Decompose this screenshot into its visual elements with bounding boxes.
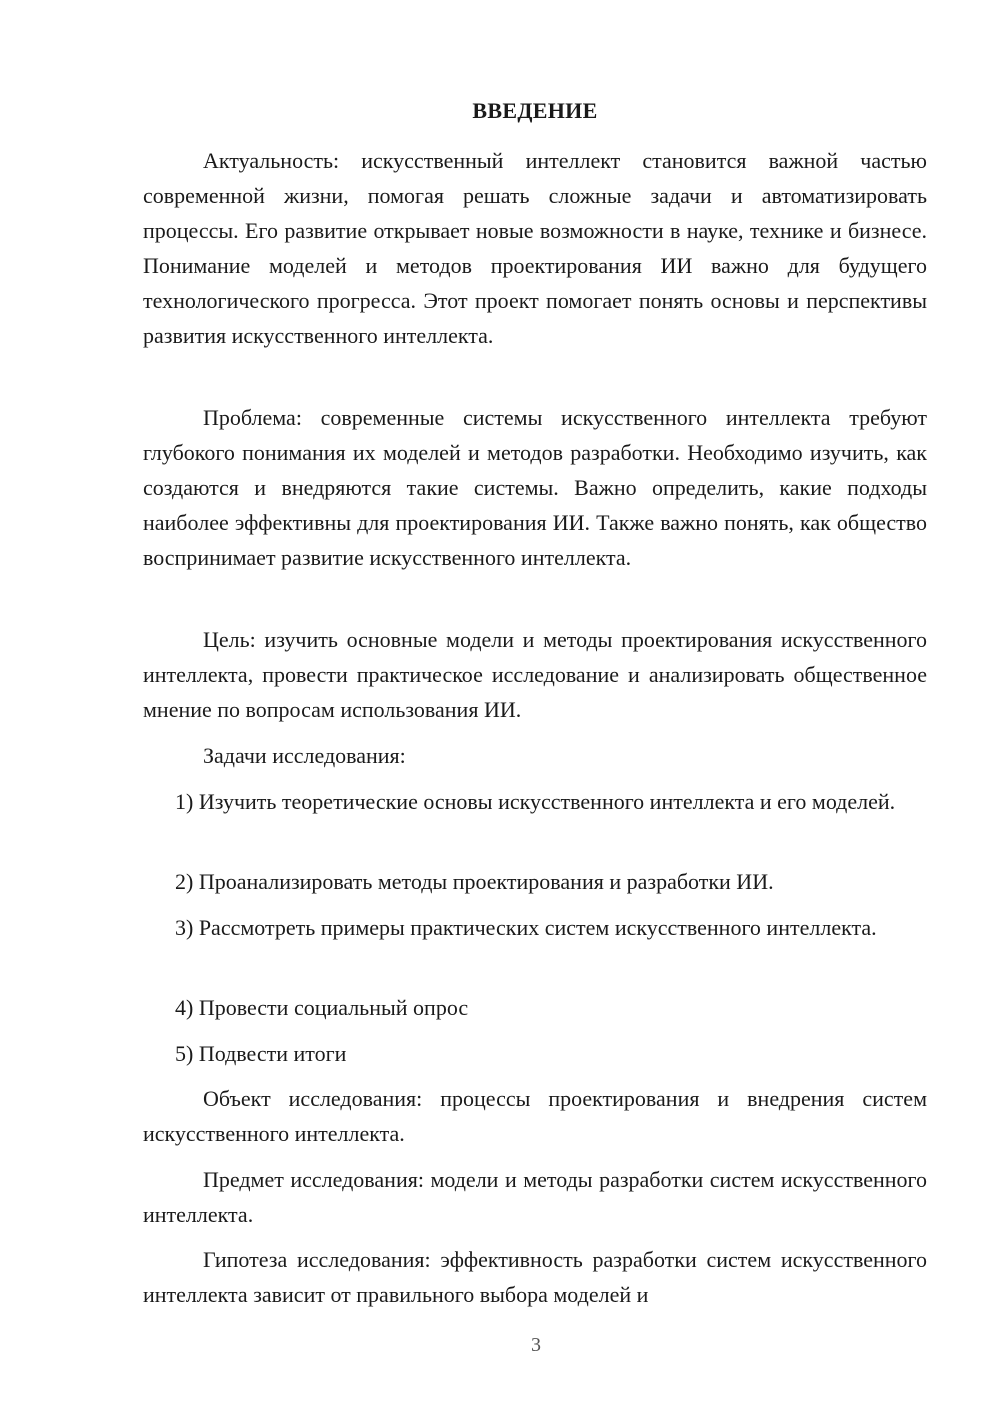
paragraph-relevance: Актуальность: искусственный интеллект становится важной частью современной жизни, помогая решать сложные задачи и автоматизировать процессы. Его развитие открывает новые возможности в науке, технике и бизнесе. Понимание моделей и методов проектирования ИИ важно для будущего технологического прогресса. Этот проект помогает понять основы и перспективы развития искусственного интеллекта. (143, 148, 927, 348)
tasks-heading: Задачи исследования: (203, 743, 406, 768)
task-item-3: 3) Рассмотреть примеры практических систем искусственного интеллекта. (175, 915, 877, 940)
paragraph-subject: Предмет исследования: модели и методы разработки систем искусственного интеллекта. (143, 1167, 927, 1227)
task-item-5: 5) Подвести итоги (175, 1041, 347, 1066)
paragraph-problem: Проблема: современные системы искусственного интеллекта требуют глубокого понимания их моделей и методов разработки. Необходимо изучить, как создаются и внедряются такие системы. Важно определить, какие подходы наиболее эффективны для проектирования ИИ. Также важно понять, как общество воспринимает развитие искусственного интеллекта. (143, 405, 927, 570)
section-title: ВВЕДЕНИЕ (472, 98, 598, 123)
paragraph-hypothesis: Гипотеза исследования: эффективность разработки систем искусственного интеллекта зависит от правильного выбора моделей и (143, 1247, 927, 1307)
paragraph-object: Объект исследования: процессы проектирования и внедрения систем искусственного интеллекта. (143, 1086, 927, 1146)
task-item-2: 2) Проанализировать методы проектирования и разработки ИИ. (175, 869, 774, 894)
page-number: 3 (531, 1334, 541, 1356)
paragraph-goal: Цель: изучить основные модели и методы проектирования искусственного интеллекта, провести практическое исследование и анализировать общественное мнение по вопросам использования ИИ. (143, 627, 927, 722)
task-item-1: 1) Изучить теоретические основы искусственного интеллекта и его моделей. (175, 789, 896, 814)
task-item-4: 4) Провести социальный опрос (175, 995, 469, 1020)
